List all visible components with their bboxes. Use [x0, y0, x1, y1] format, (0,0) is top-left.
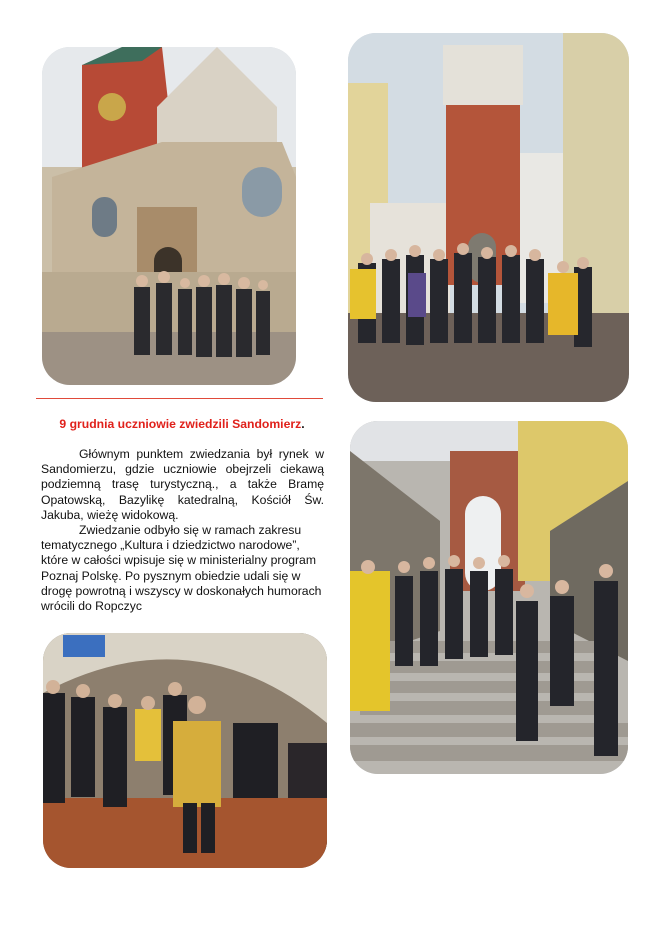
article-paragraph-1: Głównym punktem zwiedzania był rynek w Sandomierzu, gdzie uczniowie obejrzeli ciekawą podziemną trasę turystyczną., a także Bramę Opatowską, Bazylikę katedralną, Kościół Św. Jakuba, wieżę widokową.: [41, 447, 324, 522]
photo-underground-route: [43, 633, 327, 868]
article-body: [41, 447, 324, 614]
section-divider: [36, 398, 323, 399]
photo-cathedral: [42, 47, 296, 385]
photo-opatow-gate: [348, 33, 629, 402]
heading-period: .: [301, 417, 305, 431]
photo-stairs: [350, 421, 628, 774]
article-heading: 9 grudnia uczniowie zwiedzili Sandomierz.: [59, 417, 305, 431]
article-paragraph-2: Zwiedzanie odbyło się w ramach zakresu tematycznego „Kultura i dziedzictwo narodowe”, które w całości wpisuje się w ministerialny program Poznaj Polskę. Po pysznym obiedzie udali się w drogę powrotną i wszyscy w doskonałych humorach wrócili do Ropczyc: [41, 523, 322, 614]
